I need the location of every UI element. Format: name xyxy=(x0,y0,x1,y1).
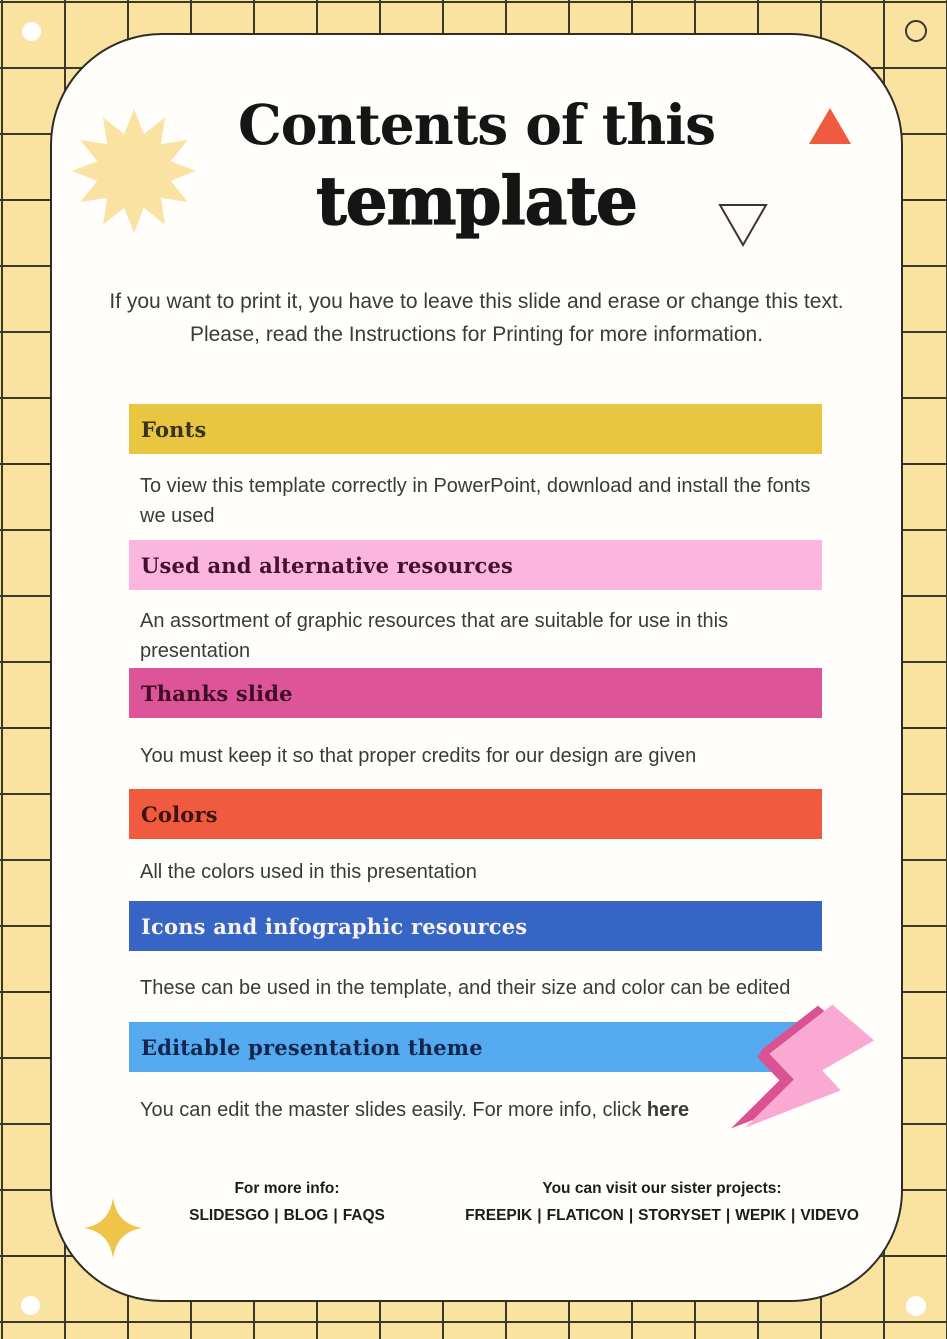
page-title-line-1: Contents of this xyxy=(237,92,716,157)
footer-separator: | xyxy=(628,1207,634,1224)
footer-separator: | xyxy=(333,1207,338,1224)
footer-separator: | xyxy=(791,1207,796,1224)
footer-sister-projects xyxy=(452,1175,872,1229)
section-header-bar-fonts xyxy=(129,404,822,454)
footer-more-info-heading: For more info: xyxy=(234,1180,340,1197)
corner-dot-top-left xyxy=(22,22,41,41)
section-title: Fonts xyxy=(141,416,207,442)
corner-circle-outline-top-right xyxy=(905,20,927,42)
triangle-up-icon xyxy=(809,108,851,144)
footer-separator: | xyxy=(274,1207,279,1224)
footer-link-faqs[interactable]: FAQS xyxy=(342,1207,385,1224)
section-title: Colors xyxy=(141,801,218,827)
page-title xyxy=(52,89,901,241)
section-header-bar-thanks-slide xyxy=(129,668,822,718)
section-body: You must keep it so that proper credits for our design are given xyxy=(140,745,697,767)
footer-link-flaticon[interactable]: FLATICON xyxy=(546,1207,624,1224)
section-body-text: You can edit the master slides easily. For more info, click xyxy=(140,1099,647,1121)
here-link[interactable]: here xyxy=(646,1099,690,1121)
footer-link-videvo[interactable]: VIDEVO xyxy=(800,1207,859,1224)
section-header-bar-icons-infographics xyxy=(129,901,822,951)
footer-separator: | xyxy=(537,1207,542,1224)
footer-sister-projects-heading: You can visit our sister projects: xyxy=(542,1180,782,1197)
content-card xyxy=(50,33,903,1302)
footer-link-wepik[interactable]: WEPIK xyxy=(735,1207,786,1224)
section-title: Editable presentation theme xyxy=(141,1034,483,1060)
footer-link-freepik[interactable]: FREEPIK xyxy=(465,1207,533,1224)
footer-more-info-links xyxy=(137,1202,437,1229)
corner-dot-bottom-right xyxy=(906,1296,926,1316)
footer-separator: | xyxy=(725,1207,731,1224)
section-header-bar-colors xyxy=(129,789,822,839)
section-body: These can be used in the template, and their size and color can be edited xyxy=(140,977,791,999)
footer-more-info xyxy=(137,1175,437,1229)
intro-paragraph: If you want to print it, you have to leave this slide and erase or change this text. Please, read the Instructions for Printing for more information. xyxy=(109,290,844,346)
footer-link-blog[interactable]: BLOG xyxy=(283,1207,329,1224)
section-header-bar-used-resources xyxy=(129,540,822,590)
section-title: Thanks slide xyxy=(141,680,293,706)
section-title: Icons and infographic resources xyxy=(141,913,528,939)
lightning-bolt-icon xyxy=(719,985,890,1176)
triangle-down-outline-icon xyxy=(718,203,768,247)
page-title-line-2: template xyxy=(316,162,637,240)
footer-link-storyset[interactable]: STORYSET xyxy=(638,1207,721,1224)
section-body: All the colors used in this presentation xyxy=(140,861,477,883)
corner-dot-bottom-left xyxy=(21,1296,40,1315)
footer-link-slidesgo[interactable]: SLIDESGO xyxy=(189,1207,270,1224)
section-body: An assortment of graphic resources that are suitable for use in this presentation xyxy=(140,610,729,662)
section-header-bar-editable-theme xyxy=(129,1022,822,1072)
section-title: Used and alternative resources xyxy=(141,552,514,578)
sparkle-icon xyxy=(84,1198,142,1258)
section-body: To view this template correctly in PowerPoint, download and install the fonts we used xyxy=(140,475,811,527)
footer-sister-projects-links xyxy=(452,1202,872,1229)
